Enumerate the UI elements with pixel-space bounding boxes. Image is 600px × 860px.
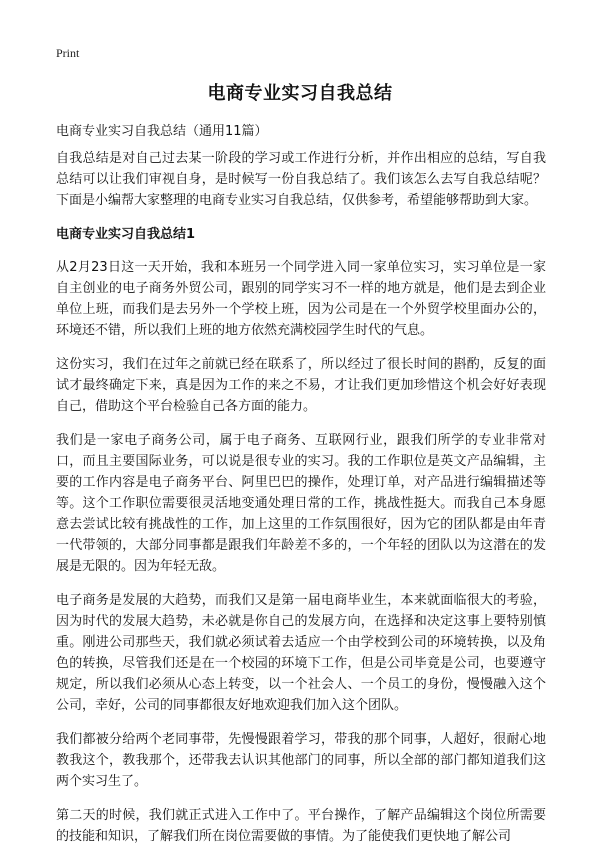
page-title: 电商专业实习自我总结 bbox=[207, 83, 393, 104]
paragraph-2: 这份实习，我们在过年之前就已经在联系了，所以经过了很长时间的斟酌，反复的面试才最终确定下来，真是因为工作的来之不易，才让我们更加珍惜这个机会好好表现自己，借助这个平台检验自己各方面的能力。 bbox=[56, 357, 546, 414]
print-link[interactable]: Print bbox=[56, 46, 80, 60]
paragraph-3: 我们是一家电子商务公司，属于电子商务、互联网行业，跟我们所学的专业非常对口，而且主要国际业务，可以说是很专业的实习。我的工作职位是英文产品编辑，主要的工作内容是电子商务平台、阿里巴巴的操作，处理订单，对产品进行编辑描述等等。这个工作职位需要很灵活地变通处理日常的工作，挑战性挺大。而我自己本身愿意去尝试比较有挑战性的工作，加上这里的工作氛围很好，因为它的团队都是由年青一代带领的，大部分同事都是跟我们年龄差不多的，一个年轻的团队以为这潜在的发展是无限的。因为年轻无敌。 bbox=[56, 433, 546, 574]
paragraph-1: 从2月23日这一天开始，我和本班另一个同学进入同一家单位实习，实习单位是一家自主创业的电子商务外贸公司，跟别的同学实习不一样的地方就是，他们是去到企业单位上班，而我们是去另外一个学校上班，因为公司是在一个外贸学校里面办公的，环境还不错，所以我们上班的地方依然充满校园学生时代的气息。 bbox=[56, 260, 546, 338]
article-body bbox=[56, 148, 546, 860]
intro-paragraph: 自我总结是对自己过去某一阶段的学习或工作进行分析，并作出相应的总结，写自我总结可以让我们审视自身，是时候写一份自我总结了。我们该怎么去写自我总结呢？下面是小编帮大家整理的电商专业实习自我总结，仅供参考，希望能够帮助到大家。 bbox=[56, 151, 546, 208]
paragraph-4: 电子商务是发展的大趋势，而我们又是第一届电商毕业生，本来就面临很大的考验，因为时代的发展大趋势，未必就是你自己的发展方向，在选择和决定这事上要特别慎重。刚进公司那些天，我们就必须试着去适应一个由学校到公司的环境转换，以及角色的转换，尽管我们还是在一个校园的环境下工作，但是公司毕竟是公司，也要遵守规定，所以我们必须从心态上转变，以一个社会人、一个员工的身份，慢慢融入这个公司，幸好，公司的同事都很友好地欢迎我们加入这个团队。 bbox=[56, 593, 546, 713]
paragraph-5: 我们都被分给两个老同事带，先慢慢跟着学习，带我的那个同事，人超好，很耐心地教我这个，教我那个，还带我去认识其他部门的同事，所以全部的部门都知道我们这两个实习生了。 bbox=[56, 732, 546, 789]
subtitle: 电商专业实习自我总结（通用11篇） bbox=[56, 124, 268, 139]
paragraph-6: 第二天的时候，我们就正式进入工作中了。平台操作，了解产品编辑这个岗位所需要的技能和知识，了解我们所在岗位需要做的事情。为了能使我们更快地了解公司 bbox=[56, 808, 546, 844]
section-heading: 电商专业实习自我总结1 bbox=[56, 227, 196, 242]
